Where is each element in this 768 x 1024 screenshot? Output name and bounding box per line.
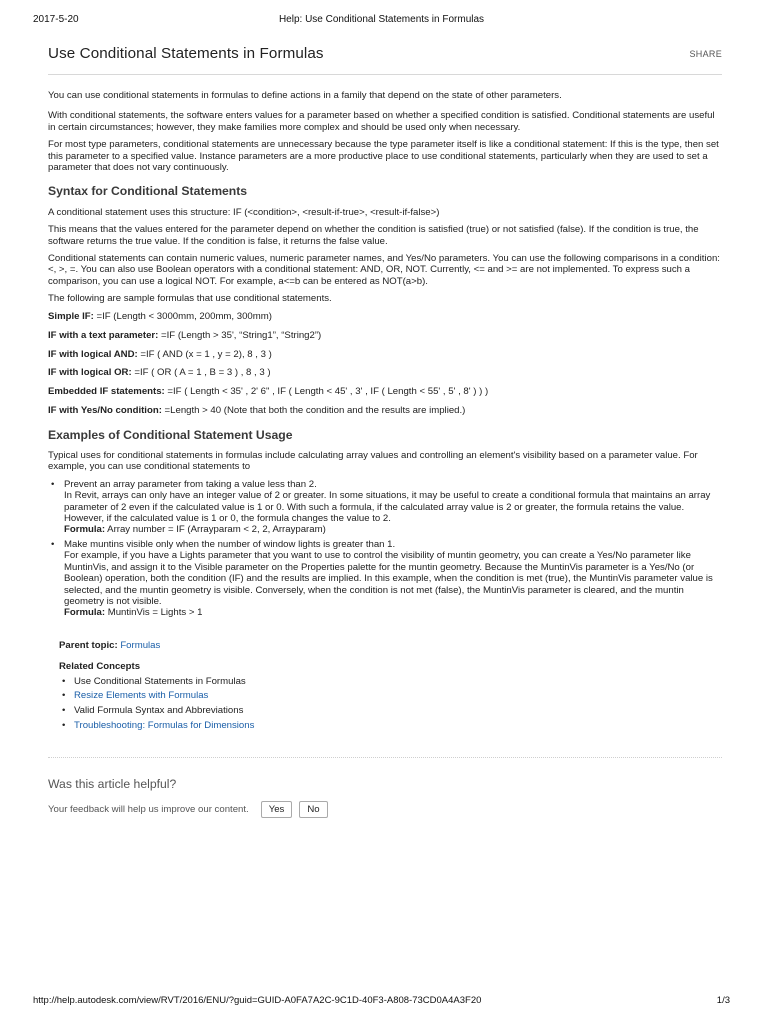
related-item-current: • Use Conditional Statements in Formulas: [59, 676, 722, 687]
formula-value: =IF (Length < 3000mm, 200mm, 300mm): [93, 310, 272, 322]
formula-label: IF with Yes/No condition:: [48, 405, 162, 417]
related-item: [59, 720, 722, 731]
example-body: In Revit, arrays can only have an integer value of 2 or greater. In some situations, it may be useful to create a conditional formula that maintains an array parameter of 2 even if the calculated value is 1 or 0. With such a formula, if the calculated array value is 2 or greater, the formula retains the value. However, if the calculated value is 1 or 0, the formula changes the value to 2.: [64, 490, 711, 525]
parent-topic-label: Parent topic:: [59, 639, 118, 651]
formula-label: Formula:: [64, 607, 106, 619]
article: [48, 44, 722, 818]
formula-simple-if: [48, 311, 722, 322]
formula-label: Simple IF:: [48, 310, 94, 322]
print-header: [33, 14, 730, 28]
feedback-row: [48, 801, 722, 818]
feedback-yes-button[interactable]: Yes: [261, 801, 293, 818]
syntax-paragraph: This means that the values entered for the parameter depend on whether the condition is satisfied (true) or not satisfied (false). If the condition is true, the software returns the true value. If the condition is false, it returns the false value.: [48, 224, 699, 247]
formula-label: IF with logical OR:: [48, 367, 132, 379]
parent-topic: [59, 640, 722, 651]
syntax-paragraph: The following are sample formulas that use conditional statements.: [48, 293, 332, 305]
related-item: [59, 690, 722, 701]
example-body: For example, if you have a Lights parameter that you want to use to control the visibility of muntin geometry, you can create a Yes/No parameter like MuntinVis, and assign it to the Visible parameter on the Properties palette for the muntin geometry. Because the MuntinVis parameter is a Yes/No (or Boolean) operation, both the condition (IF) and the results are implied. In this example, when the condition is met (true), the MuntinVis parameter value is selected, and the muntin geometry is visible. Conversely, when the condition is not met (false), the MuntinVis parameter is cleared, and the muntin geometry is not visible.: [64, 550, 713, 607]
formula-if-yes-no: [48, 405, 722, 416]
formula-if-text: [48, 330, 722, 341]
related-concepts-heading: Related Concepts: [59, 661, 141, 673]
example-item: [48, 479, 722, 536]
intro-paragraph: With conditional statements, the software enters values for a parameter based on whether a specified condition is satisfied. Conditional statements are useful in certain circumstances; however, they make families more complex and should be used only when necessary.: [48, 110, 715, 133]
feedback-divider: [48, 757, 722, 758]
formula-embedded-if: [48, 386, 722, 397]
title-row: [48, 44, 722, 75]
formula-value: =Length > 40 (Note that both the condition and the results are implied.): [161, 405, 466, 417]
page-title: Use Conditional Statements in Formulas: [48, 45, 324, 62]
related-link-resize[interactable]: Resize Elements with Formulas: [74, 690, 209, 702]
print-date: 2017-5-20: [33, 14, 79, 25]
formula-value: =IF ( AND (x = 1 , y = 2), 8 , 3 ): [137, 348, 272, 360]
example-title: • Make muntins visible only when the number of window lights is greater than 1.: [64, 538, 396, 550]
page-number: 1/3: [716, 995, 730, 1006]
print-title: Help: Use Conditional Statements in Formulas: [278, 14, 485, 25]
print-footer: [33, 995, 730, 1009]
related-item: • Valid Formula Syntax and Abbreviations: [59, 705, 722, 716]
formula-value: =IF ( Length < 35' , 2' 6" , IF ( Length < 45' , 3' , IF ( Length < 55' , 5' , 8' ) ) ): [164, 386, 489, 398]
formula-label: Embedded IF statements:: [48, 386, 165, 398]
related-link-troubleshooting[interactable]: Troubleshooting: Formulas for Dimensions: [74, 720, 255, 732]
formula-value: Array number = IF (Arrayparam < 2, 2, Arrayparam): [105, 524, 326, 536]
formula-value: =IF ( OR ( A = 1 , B = 3 ) , 8 , 3 ): [131, 367, 271, 379]
print-url: http://help.autodesk.com/view/RVT/2016/ENU/?guid=GUID-A0FA7A2C-9C1D-40F3-A808-73CD0A4A3F20: [33, 995, 482, 1006]
formula-label: Formula:: [64, 524, 106, 536]
intro-paragraph: For most type parameters, conditional statements are unnecessary because the type parameter itself is like a conditional statement: If this is the type, then set this parameter to a specified value. Instance parameters are a more productive place to use conditional statements, particularly when they are used to set a parameter that does not vary continuously.: [48, 139, 719, 174]
syntax-paragraph: Conditional statements can contain numeric values, numeric parameter names, and Yes/No parameters. You can use the following comparisons in a condition: <, >, =. You can also use Boolean operators with a conditional statement: AND, OR, NOT. Currently, <= and >= are not implemented. To express such a comparison, you can use a logical NOT. For example, a<=b can be entered as NOT(a>b).: [48, 253, 720, 287]
formula-label: IF with a text parameter:: [48, 329, 159, 341]
example-item: [48, 539, 722, 619]
example-title: • Prevent an array parameter from taking a value less than 2.: [64, 478, 317, 490]
examples-list: [48, 479, 722, 619]
formula-if-or: [48, 367, 722, 378]
formula-if-and: [48, 349, 722, 360]
parent-topic-link[interactable]: Formulas: [120, 639, 161, 651]
syntax-paragraph: A conditional statement uses this structure: IF (<condition>, <result-if-true>, <result-if-false>): [48, 206, 440, 218]
formula-value: MuntinVis = Lights > 1: [105, 607, 203, 619]
examples-heading: Examples of Conditional Statement Usage: [48, 427, 293, 442]
formula-value: =IF (Length > 35', “String1”, “String2”): [158, 329, 322, 341]
feedback-text: Your feedback will help us improve our content.: [48, 803, 249, 815]
feedback-title: Was this article helpful?: [48, 776, 177, 791]
example-formula: [64, 607, 722, 618]
feedback-no-button[interactable]: No: [299, 801, 327, 818]
examples-intro: Typical uses for conditional statements in formulas include calculating array values and controlling an element's visibility based on a parameter value. For example, you can use conditional statements to: [48, 450, 698, 473]
example-formula: [64, 524, 722, 535]
syntax-heading: Syntax for Conditional Statements: [48, 184, 248, 199]
intro-paragraph: You can use conditional statements in formulas to define actions in a family that depend on the state of other parameters.: [48, 90, 562, 101]
formula-label: IF with logical AND:: [48, 348, 138, 360]
related-concepts-list: [59, 676, 722, 732]
share-button[interactable]: SHARE: [689, 49, 722, 59]
